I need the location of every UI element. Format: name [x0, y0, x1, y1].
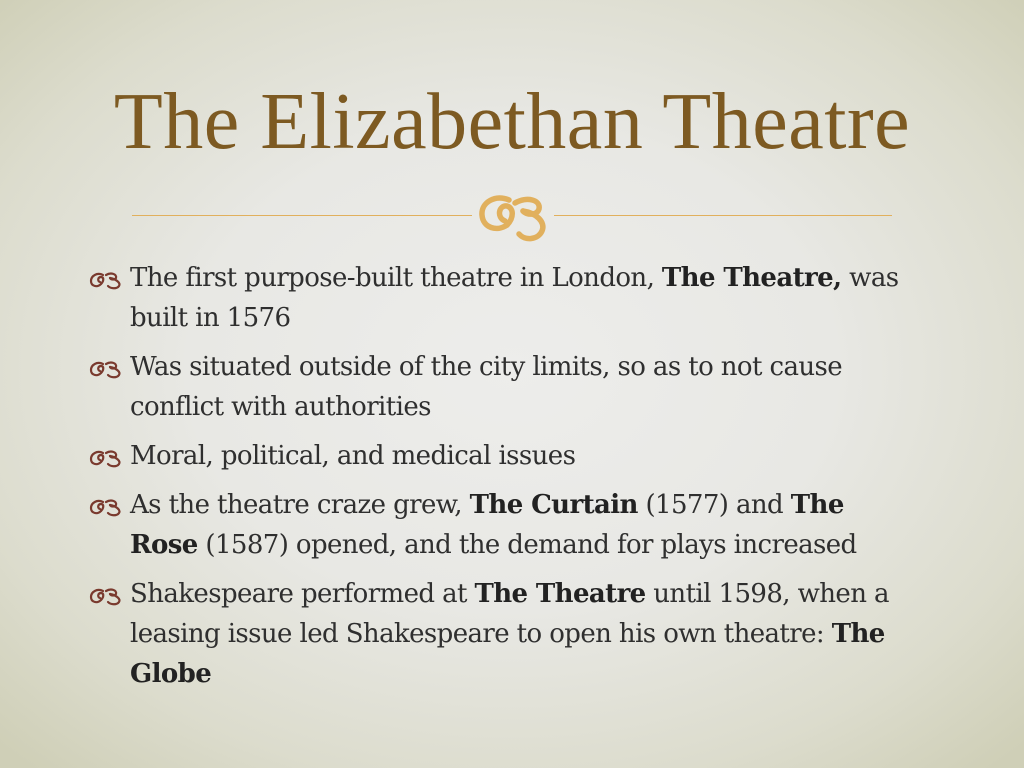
bullet-text-bold: The Globe	[130, 619, 885, 689]
bullet-text: Moral, political, and medical issues	[130, 441, 576, 471]
divider-line-right	[554, 215, 892, 216]
bullet-item	[88, 347, 908, 427]
bullet-text-bold: The Rose	[130, 490, 844, 560]
title-divider	[132, 192, 892, 242]
bullet-item	[88, 258, 908, 338]
bullet-text-bold: The Curtain	[469, 490, 638, 520]
bullet-text: (1587) opened, and the demand for plays increased	[197, 530, 857, 560]
fleuron-ornament-icon	[476, 190, 552, 242]
fleuron-bullet-icon	[88, 270, 126, 290]
divider-line-left	[132, 215, 472, 216]
fleuron-bullet-icon	[88, 448, 126, 468]
fleuron-bullet-icon	[88, 359, 126, 379]
bullet-text: until 1598, when a leasing issue led Shakespeare to open his own theatre:	[130, 579, 889, 649]
bullet-text: Shakespeare performed at	[130, 579, 475, 609]
bullet-text: As the theatre craze grew,	[130, 490, 470, 520]
bullet-list	[88, 258, 908, 703]
fleuron-bullet-icon	[88, 497, 126, 517]
bullet-item	[88, 436, 908, 476]
slide-title: The Elizabethan Theatre	[113, 78, 911, 166]
bullet-item	[88, 485, 908, 565]
fleuron-bullet-icon	[88, 586, 126, 606]
bullet-text-bold: The Theatre	[474, 579, 646, 609]
bullet-text: was built in 1576	[130, 263, 899, 333]
bullet-text: The first purpose-built theatre in London,	[130, 263, 662, 293]
bullet-text-bold: The Theatre,	[661, 263, 842, 293]
bullet-text: (1577) and	[637, 490, 791, 520]
bullet-item	[88, 574, 908, 694]
bullet-text: Was situated outside of the city limits, so as to not cause conflict with authorities	[130, 352, 843, 422]
